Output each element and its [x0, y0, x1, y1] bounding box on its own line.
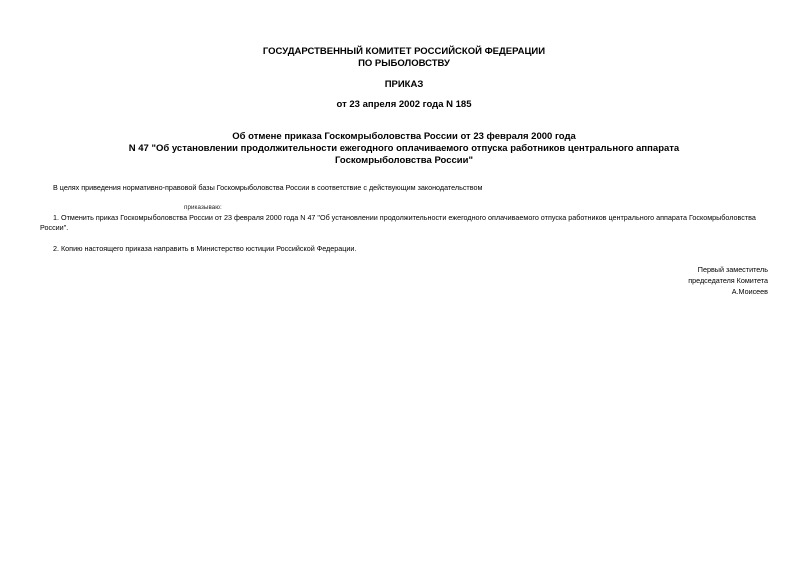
subject-line-2: N 47 "Об установлении продолжительности ежегодного оплачиваемого отпуска работников центрального аппарата: [128, 143, 680, 154]
preamble-paragraph: В целях приведения нормативно-правовой базы Госкомрыболовства России в соответствие с действующим законодательством: [53, 183, 483, 192]
subject-line-3: Госкомрыболовства России": [335, 155, 473, 166]
signature-line-3: А.Моисеев: [731, 287, 768, 296]
signature-block: [688, 264, 768, 297]
order-item-1: 1. Отменить приказ Госкомрыболовства России от 23 февраля 2000 года N 47 "Об установлении продолжительности ежегодного оплачиваемого отпуска работников центрального аппарата Госкомрыболовства России".: [40, 213, 756, 232]
order-word: приказываю:: [184, 204, 222, 211]
committee-line-2: ПО РЫБОЛОВСТВУ: [358, 58, 450, 69]
doc-date-number: [40, 99, 768, 111]
subject-line-1: Об отмене приказа Госкомрыболовства России от 23 февраля 2000 года: [232, 131, 576, 142]
doc-type: [40, 79, 768, 91]
doc-type-label: ПРИКАЗ: [384, 79, 424, 90]
order-item-2: 2. Копию настоящего приказа направить в Министерство юстиции Российской Федерации.: [53, 244, 357, 253]
signature-line-1: Первый заместитель: [697, 265, 768, 274]
committee-header: [40, 46, 768, 70]
date-number-label: от 23 апреля 2002 года N 185: [336, 99, 472, 110]
doc-subject: [40, 131, 768, 167]
signature-line-2: председателя Комитета: [688, 276, 768, 285]
committee-line-1: ГОСУДАРСТВЕННЫЙ КОМИТЕТ РОССИЙСКОЙ ФЕДЕРАЦИИ: [262, 46, 546, 57]
